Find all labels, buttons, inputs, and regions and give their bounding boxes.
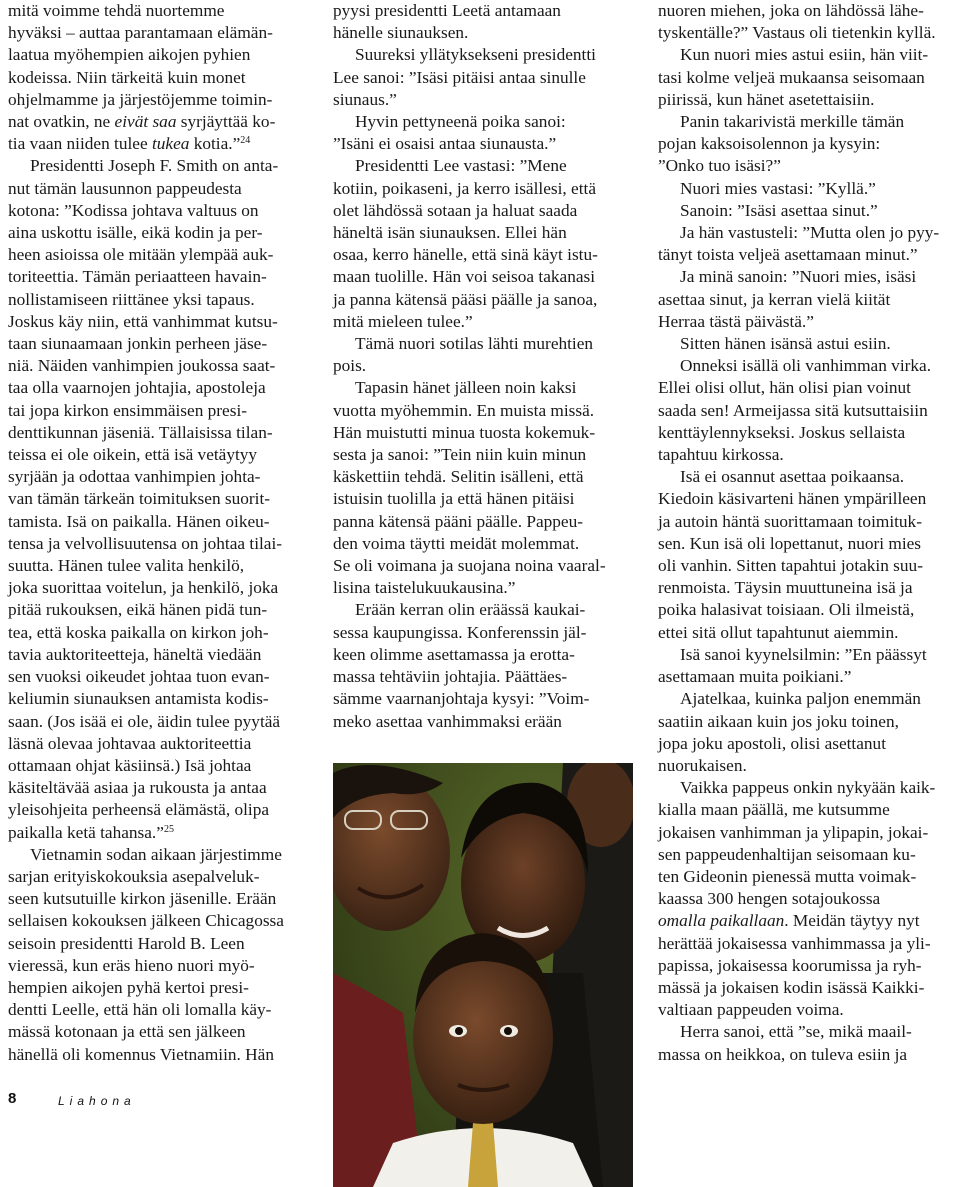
paragraph: Herra sanoi, että ”se, mikä maail- massa on heikkoa, on tuleva esiin ja [658,1022,912,1064]
paragraph: mitä voimme tehdä nuortemme hyväksi – auttaa parantamaan elämän- laatua myöhempien aikojen pyhien kodeissa. Niin tärkeitä kuin monet ohjelmamme ja järjestöjemme toimin- nat ovatkin, ne eivät saa syrjäyttää ko- tia vaan niiden tulee tukea kotia.”$^{24}$ [8,1,276,154]
paragraph: Nuori mies vastasi: ”Kyllä.” [680,178,876,198]
paragraph: Sanoin: ”Isäsi asettaa sinut.” [680,200,878,220]
boy-pupil-left [455,1027,463,1035]
paragraph: Ja hän vastusteli: ”Mutta olen jo pyy- tänyt toista veljeä asettamaan minut.” [658,223,940,265]
text-column-1 [8,0,308,1066]
paragraph: Hyvin pettyneenä poika sanoi: ”Isäni ei osaisi antaa siunausta.” [333,112,566,154]
paragraph: Tämä nuori sotilas lähti murehtien pois. [333,334,594,376]
paragraph: Erään kerran olin eräässä kaukai- sessa kaupungissa. Konferenssin jäl- keen olimme asettamassa ja erotta- massa tehtäviin johtajia. Päättäes- sämme vaarnanjohtaja kysyi: ”Voim- meko asettaa vanhimmaksi erään [333,600,590,731]
paragraph: Panin takarivistä merkille tämän pojan kaksoisolennon ja kysyin: ”Onko tuo isäsi?” [658,112,905,176]
paragraph: Presidentti Joseph F. Smith on anta- nut tämän lausunnon pappeudesta kotona: ”Kodissa johtava valtuus on aina uskottu isälle, eikä kodin ja per- heen asioissa ole mitään ylempää auk- toriteettia. Tämän periaatteen havain- nollistamiseen riittänee yksi tapaus. Joskus käy niin, että vanhimmat kutsu- taan siunaamaan jonkin perheen jäse- niä. Näiden vanhimpien joukossa saat- taa olla vaarnojen johtajia, apostoleja tai jopa kirkon ensimmäisen presi- denttikunnan jäseniä. Tällaisissa tilan- teissa ei ole oikein, että isä vetäytyy syrjään ja odottaa vanhimpien johta- van tämän tärkeän toimituksen suorit- tamista. Isä on paikalla. Hänen oikeu- tensa ja velvollisuutensa on johtaa tilai- suutta. Hänen tulee valita henkilö, joka suorittaa voitelun, ja henkilö, joka pitää rukouksen, eikä hänen pidä tun- tea, että koska paikalla on kirkon joh- tavia auktoriteetteja, häneltä viedään sen vuoksi oikeudet johtaa tuon evan- keliumin siunauksen antamista kodis- saan. (Jos isää ei ole, äidin tulee pyytää läsnä olevaa johtavaa auktoriteettia ottamaan ohjat käsiinsä.) Isä johtaa käsiteltävää asiaa ja rukousta ja antaa yleisohjeita perheensä elämästä, olipa paikalla ketä tahansa.”$^{25}$ [8,156,283,842]
paragraph: Vaikka pappeus onkin nykyään kaik- kialla maan päällä, me kutsumme jokaisen vanhimman ja ylipapin, jokai- sen pappeudenhaltijan seisomaan ku- ten Gideonin pienessä mutta voimak- kaassa 300 hengen sotajoukossa omalla paikallaan. Meidän täytyy nyt herättää jokaisessa vanhimmassa ja yli- papissa, jokaisessa koorumissa ja ryh- mässä ja jokaisen kodin isässä Kaikki- valtiaan pappeuden voima. [658,778,936,1020]
paragraph: Suureksi yllätyksekseni presidentti Lee sanoi: ”Isäsi pitäisi antaa sinulle siunaus.” [333,45,596,109]
footnote-ref: 25 [163,823,174,835]
magazine-name: Liahona [58,1094,136,1108]
boy-pupil-right [504,1027,512,1035]
paragraph: Ajatelkaa, kuinka paljon enemmän saatiin aikaan kuin jos joku toinen, jopa joku apostoli, olisi asettanut nuorukaisen. [658,689,921,775]
paragraph: Presidentti Lee vastasi: ”Mene kotiin, poikaseni, ja kerro isällesi, että olet lähdössä sotaan ja haluat saada häneltä isän siunauksen. Ellei hän osaa, kerro hänelle, että sinä käyt istu- maan tuolille. Hän voi seisoa takanasi ja panna kätensä pääsi päälle ja sanoa, mitä mieleen tulee.” [333,156,598,331]
paragraph: Onneksi isällä oli vanhimman virka. Ellei olisi ollut, hän olisi pian voinut saada sen! Armeijassa sitä kutsuttaisiin kenttäylennykseksi. Joskus sellaista tapahtuu kirkossa. [658,356,932,465]
paragraph: Sitten hänen isänsä astui esiin. [680,334,891,354]
paragraph: pyysi presidentti Leetä antamaan hänelle siunauksen. [333,1,561,43]
paragraph: Ja minä sanoin: ”Nuori mies, isäsi asettaa sinut, ja kerran vielä kiität Herraa tästä päivästä.” [658,267,917,331]
family-photo-illustration [333,763,633,1187]
boy-tie [468,1123,498,1187]
paragraph: Vietnamin sodan aikaan järjestimme sarjan erityiskokouksia asepalveluk- seen kutsutuille kirkon jäsenille. Erään sellaisen kokouksen jälkeen Chicagossa seisoin presidentti Harold B. Leen vieressä, kun eräs hieno nuori myö- hempien aikojen pyhä kertoi presi- dentti Leelle, että hän oli lomalla käy- mässä kotonaan ja että sen jälkeen hänellä oli komennus Vietnamiin. Hän [8,844,284,1064]
text-column-3 [658,0,956,1066]
page-number: 8 [8,1090,17,1107]
paragraph: Kun nuori mies astui esiin, hän viit- tasi kolme veljeä mukaansa seisomaan piirissä, kun hänet asetettaisiin. [658,45,929,109]
footnote-ref: 24 [240,135,251,147]
family-photo [333,763,633,1187]
paragraph: nuoren miehen, joka on lähdössä lähe- tyskentälle?” Vastaus oli tietenkin kyllä. [658,1,936,43]
paragraph: Tapasin hänet jälleen noin kaksi vuotta myöhemmin. En muista missä. Hän muistutti minua tuosta kokemuk- sesta ja sanoi: ”Tein niin kuin minun käskettiin tehdä. Selitin isälleni, että istuisin tuolilla ja että hänen pitäisi panna kätensä pääni päälle. Pappeu- den voima täytti meidät molemmat. Se oli voimana ja suojana noina vaaral- lisina taistelukuukausina.” [333,378,606,598]
paragraph: Isä sanoi kyynelsilmin: ”En päässyt asettamaan muita poikiani.” [658,644,927,687]
text-column-2 [333,0,633,733]
paragraph: Isä ei osannut asettaa poikaansa. Kiedoin käsivarteni hänen ympärilleen ja autoin häntä suorittamaan toimituk- sen. Kun isä oli lopettanut, nuori mies oli vanhin. Sitten tapahtui jotakin suu- renmoista. Täysin muuttuneina isä ja poika halasivat toisiaan. Oli ilmeistä, ettei sitä ollut tapahtunut aiemmin. [658,467,927,642]
